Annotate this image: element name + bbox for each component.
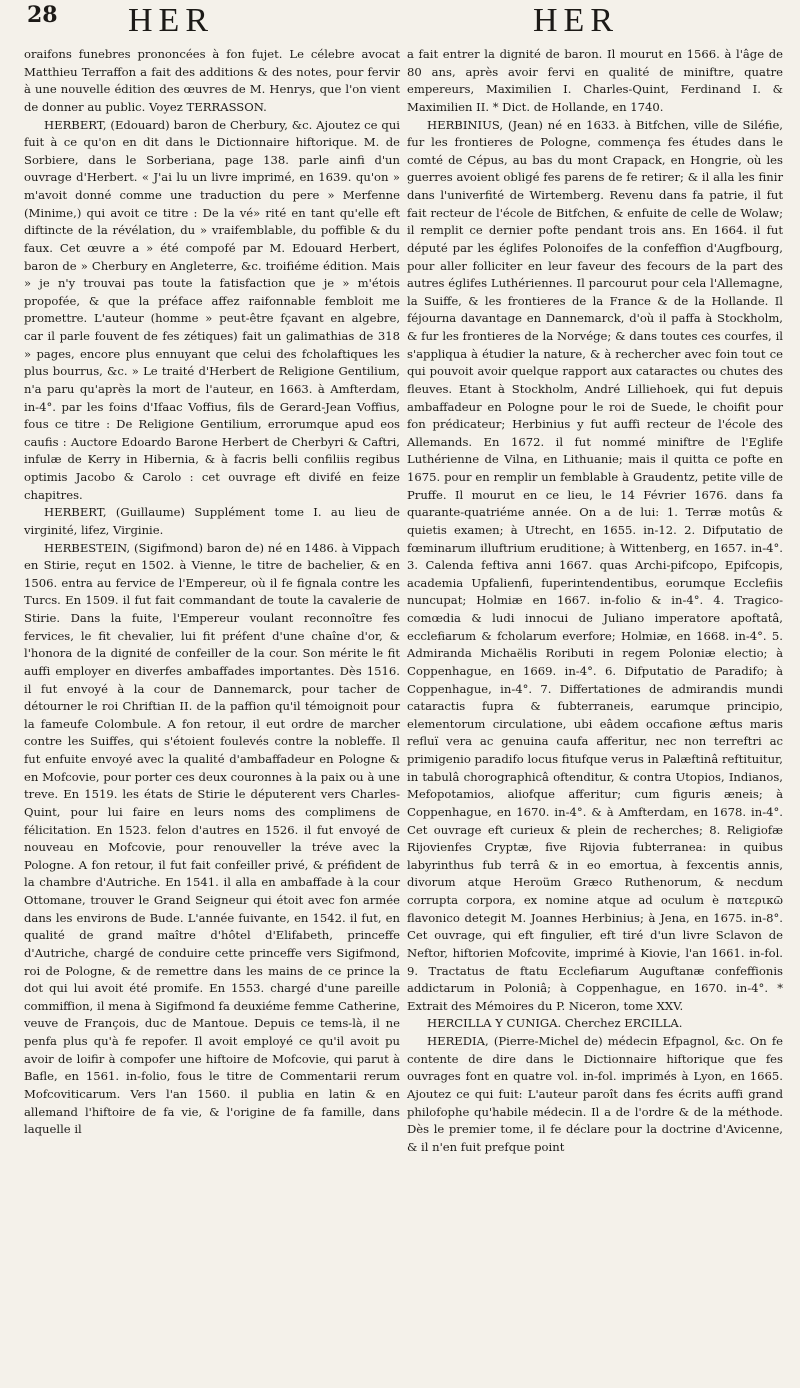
running-head-right: HER	[533, 2, 619, 39]
page-number: 28	[27, 2, 58, 28]
right-column	[407, 46, 783, 1156]
entry-continuation: oraifons funebres prononcées à fon fujet. Le célebre avocat Matthieu Terraffon a fait des additions & des notes, pour fervir à une nouvelle édition des œuvres de M. Henrys, que l'on vient de donner au public. Voyez TERRASSON.	[24, 47, 400, 114]
entry-herbestein: HERBESTEIN, (Sigifmond) baron de) né en 1486. à Vippach en Stirie, reçut en 1502. à Vienne, le titre de bachelier, & en 1506. entra au fervice de l'Empereur, où il fe fignala contre les Turcs. En 1509. il fut fait commandant de toute la cavalerie de Stirie. Dans la fuite, l'Empereur voulant reconnoître fes fervices, le fit chevalier, lui fit préfent d'une chaîne d'or, & l'honora de la dignité de confeiller de la cour. Son mérite le fit auffi employer en diverfes ambaffades importantes. Dès 1516. il fut envoyé à la cour de Dannemarck, pour tacher de détourner le roi Chriftian II. de la paffion qu'il témoignoit pour la fameufe Colombule. A fon retour, il eut ordre de marcher contre les Suiffes, qui s'étoient foulevés contre la nobleffe. Il fut enfuite envoyé avec la qualité d'ambaffadeur en Pologne & en Mofcovie, pour porter ces deux couronnes à la paix ou à une treve. En 1519. les états de Stirie le députerent vers Charles-Quint, pour lui faire en leurs noms des complimens de félicitation. En 1523. felon d'autres en 1526. il fut envoyé de nouveau en Mofcovie, pour renouveller la tréve avec la Pologne. A fon retour, il fut fait confeiller privé, & préfident de la chambre d'Autriche. En 1541. il alla en ambaffade à la cour Ottomane, trouver le Grand Seigneur qui étoit avec fon armée dans les environs de Bude. L'année fuivante, en 1542. il fut, en qualité de grand maître d'hôtel d'Elifabeth, princeffe d'Autriche, chargé de conduire cette princeffe vers Sigifmond, roi de Pologne, & de remettre dans les mains de ce prince la dot qui lui avoit été promife. En 1553. chargé d'une pareille commiffion, il mena à Sigifmond fa deuxiéme femme Catherine, veuve de François, duc de Mantoue. Depuis ce tems-là, il ne penfa plus qu'à fe repofer. Il avoit employé ce qu'il avoit pu avoir de loifir à compofer une hiftoire de Mofcovie, qui parut à Bafle, en 1561. in-folio, fous le titre de Commentarii rerum Mofcoviticarum. Vers l'an 1560. il publia en latin & en allemand l'hiftoire de fa vie, & l'origine de fa famille, dans laquelle il	[24, 540, 400, 1137]
entry-herbert-guillaume: HERBERT, (Guillaume) Supplément tome I. au lieu de virginité, lifez, Virginie.	[24, 505, 400, 537]
left-column	[24, 46, 400, 1139]
entry-herbestein-continuation: a fait entrer la dignité de baron. Il mourut en 1566. à l'âge de 80 ans, après avoir fervi en qualité de miniftre, quatre empereurs, Maximilien I. Charles-Quint, Ferdinand I. & Maximilien II. * Dict. de Hollande, en 1740.	[407, 47, 783, 114]
running-head-left: HER	[128, 2, 214, 39]
entry-heredia: HEREDIA, (Pierre-Michel de) médecin Efpagnol, &c. On fe contente de dire dans le Dictionnaire hiftorique que fes ouvrages font en quatre vol. in-fol. imprimés à Lyon, en 1665. Ajoutez ce qui fuit: L'auteur paroît dans fes écrits auffi grand philofophe qu'habile médecin. Il a de l'ordre & de la méthode. Dès le premier tome, il fe déclare pour la doctrine d'Avicenne, & il n'en fuit prefque point	[407, 1034, 783, 1154]
entry-herbinius: HERBINIUS, (Jean) né en 1633. à Bitfchen, ville de Siléfie, fur les frontieres de Pologne, commença fes études dans le comté de Cépus, au bas du mont Crapack, en Hongrie, où les guerres avoient obligé fes parens de fe retirer; & il alla les finir dans l'univerfité de Wirtemberg. Revenu dans fa patrie, il fut fait recteur de l'école de Bitfchen, & enfuite de celle de Wolaw; il remplit ce dernier pofte pendant trois ans. En 1664. il fut député par les églifes Polonoifes de la confeffion d'Augfbourg, pour aller folliciter en leur faveur des fecours de la part des autres églifes Luthériennes. Il parcourut pour cela l'Allemagne, la Suiffe, & les frontieres de la France & de la Hollande. Il féjourna davantage en Dannemarck, d'où il paffa à Stockholm, & fur les frontieres de la Norvége; & dans toutes ces courfes, il s'appliqua à étudier la nature, & à rechercher avec foin tout ce qui pouvoit avoir quelque rapport aux cataractes ou chutes des fleuves. Etant à Stockholm, André Lilliehoek, qui fut depuis ambaffadeur en Pologne pour le roi de Suede, le choifit pour fon prédicateur; Herbinius y fut auffi recteur de l'école des Allemands. En 1672. il fut nommé miniftre de l'Eglife Luthérienne de Vilna, en Lithuanie; mais il quitta ce pofte en 1675. pour en remplir un femblable à Graudentz, petite ville de Pruffe. Il mourut en ce lieu, le 14 Février 1676. dans fa quarante-quatriéme année. On a de lui: 1. Terræ motûs & quietis examen; à Utrecht, en 1655. in-12. 2. Difputatio de fœminarum illuftrium eruditione; à Wittenberg, en 1657. in-4°. 3. Calenda feftiva anni 1667. quas Archi-pifcopo, Epifcopis, academia Upfalienfi, fuperintendentibus, eorumque Ecclefiis nuncupat; Holmiæ en 1667. in-folio & in-4°. 4. Tragico-comœdia & ludi innocui de Juliano imperatore apoftatâ, ecclefiarum & fcholarum everfore; Holmiæ, en 1668. in-4°. 5. Admiranda Michaëlis Roributi in regem Poloniæ electio; à Coppenhague, en 1669. in-4°. 6. Difputatio de Paradifo; à Coppenhague, in-4°. 7. Differtationes de admirandis mundi cataractis fupra & fubterraneis, earumque principio, elementorum circulatione, ubi eâdem occafione æftus maris refluï vera ac genuina caufa afferitur, nec non terreftri ac primigenio paradifo locus fitufque verus in Palæftinâ reftituitur, in tabulâ chorographicâ oftenditur, & contra Utopios, Indianos, Mefopotamios, aliofque afferitur; cum figuris æneis; à Coppenhague, en 1670. in-4°. & à Amfterdam, en 1678. in-4°. Cet ouvrage eft curieux & plein de recherches; 8. Religiofæ Rijovienfes Cryptæ, five Rijovia fubterranea: in quibus labyrinthus fub terrâ & in eo emortua, à fexcentis annis, divorum atque Heroüm Græco Ruthenorum, & necdum corrupta corpora, ex nomine atque ad oculum è πατερικῶ flavonico detegit M. Joannes Herbinius; à Jena, en 1675. in-8°. Cet ouvrage, qui eft fingulier, eft tiré d'un livre Sclavon de Neftor, hiftorien Mofcovite, imprimé à Kiovie, l'an 1661. in-fol. 9. Tractatus de ftatu Ecclefiarum Auguftanæ confeffionis addictarum in Poloniâ; à Coppenhague, en 1670. in-4°. * Extrait des Mémoires du P. Niceron, tome XXV.	[407, 117, 783, 1013]
entry-hercilla: HERCILLA Y CUNIGA. Cherchez ERCILLA.	[427, 1016, 683, 1031]
entry-herbert-edouard: HERBERT, (Edouard) baron de Cherbury, &c. Ajoutez ce qui fuit à ce qu'on en dit dans le Dictionnaire hiftorique. M. de Sorbiere, dans le Sorberiana, page 138. parle ainfi d'un ouvrage d'Herbert. « J'ai lu un livre imprimé, en 1639. qu'on » m'avoit donné comme une traduction du pere » Merfenne (Minime,) qui avoit ce titre : De la vé» rité en tant qu'elle eft diftincte de la révélation, du » vraifemblable, du poffible & du faux. Cet œuvre a » été compofé par M. Edouard Herbert, baron de » Cherbury en Angleterre, &c. troifiéme édition. Mais » je n'y trouvai pas toute la fatisfaction que je » m'étois propofée, & que la préface affez raifonnable fembloit me promettre. L'auteur (homme » peut-être fçavant en algebre, car il parle fouvent de fes zétiques) fait un galimathias de 318 » pages, encore plus ennuyant que celui des fcholaftiques les plus bourrus, &c. » Le traité d'Herbert de Religione Gentilium, n'a paru qu'après la mort de l'auteur, en 1663. à Amfterdam, in-4°. par les foins d'Ifaac Voffius, fils de Gerard-Jean Voffius, fous ce titre : De Religione Gentilium, errorumque apud eos caufis : Auctore Edoardo Barone Herbert de Cherbyri & Caftri, infulæ de Kerry in Hibernia, & à facris belli confiliis regibus optimis Jacobo & Carolo : cet ouvrage eft divifé en feize chapitres.	[24, 117, 400, 502]
